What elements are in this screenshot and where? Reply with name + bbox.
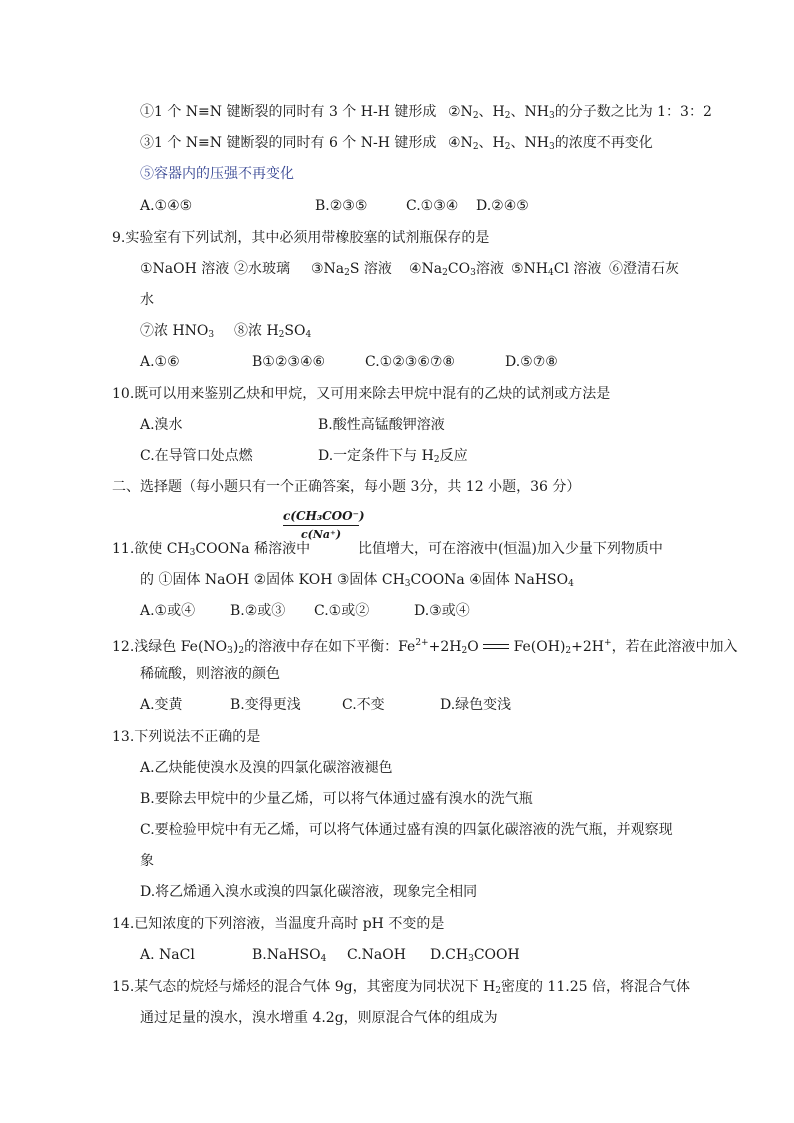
q9-option-c: C.①②③⑥⑦⑧ — [365, 354, 455, 370]
q12-option-c: C.不变 — [342, 697, 385, 713]
equilibrium-arrow-icon — [483, 642, 509, 652]
q9-item-8: ⑧浓 $H_2SO_4$ — [234, 323, 312, 340]
q11-option-a: A.①或④ — [140, 603, 196, 619]
q12-stem-cont: 稀硫酸，则溶液的颜色 — [140, 666, 280, 682]
q9-item-7: ⑦浓 $HNO_3$ — [140, 323, 215, 340]
section-heading: 二、选择题（每小题只有一个正确答案，每小题 3分，共 12 小题，36 分） — [112, 479, 581, 495]
q8-option-a: A.①④⑤ — [140, 198, 193, 214]
q9-option-d: D.⑤⑦⑧ — [505, 354, 558, 370]
q8-statement-4: $④N_2$、$H_2$、$NH_3$的浓度不再变化 — [448, 135, 653, 152]
q11-fraction-numerator: c(CH₃COO⁻) — [283, 509, 365, 523]
q8-statement-1: ①1 个 N≡N 键断裂的同时有 3 个 H-H 键形成 — [140, 104, 437, 120]
q8-option-b: B.②③⑤ — [315, 198, 368, 214]
q10-option-c: C.在导管口处点燃 — [140, 448, 253, 464]
q13-option-c: C.要检验甲烷中有无乙烯，可以将气体通过盛有溴的四氯化碳溶液的洗气瓶，并观察现 — [140, 822, 673, 838]
q14-option-d: $D.CH_3COOH$ — [430, 947, 520, 964]
q8-statement-2: $②N_2$、$H_2$、$NH_3$的分子数之比为 1：3：2 — [448, 104, 712, 121]
q11-items: 的 ①固体 NaOH ②固体 KOH ③固体 $CH_3COONa$ ④固体 NaHSO$_4$ — [140, 572, 574, 589]
q11-fraction-denominator: c(Na⁺) — [300, 528, 342, 541]
q12-option-d: D.绿色变浅 — [440, 697, 512, 713]
q8-option-c: C.①③④ — [406, 198, 459, 214]
q11-ratio-fraction — [283, 508, 365, 543]
q9-item-6: ⑥澄清石灰 — [609, 261, 679, 277]
q11-option-b: B.②或③ — [230, 603, 286, 619]
q9-item-2: ②水玻璃 — [234, 261, 290, 277]
q13-option-c-cont: 象 — [140, 853, 154, 869]
q13-option-b: B.要除去甲烷中的少量乙烯，可以将气体通过盛有溴水的洗气瓶 — [140, 791, 533, 807]
q12-option-a: A.变黄 — [140, 697, 183, 713]
q9-item-6-cont: 水 — [140, 292, 154, 308]
q14-stem: 14.已知浓度的下列溶液，当温度升高时 pH 不变的是 — [112, 916, 445, 932]
q12-option-b: B.变得更浅 — [230, 697, 301, 713]
q11-stem-left: 11.欲使 $CH_3COONa$ 稀溶液中 — [112, 541, 311, 558]
q9-option-b: B①②③④⑥ — [252, 354, 326, 370]
q11-option-c: C.①或② — [314, 603, 370, 619]
q11-fraction-bar — [283, 525, 359, 526]
q10-option-d: D.一定条件下与 $H_2$反应 — [318, 448, 468, 465]
q13-option-a: A.乙炔能使溴水及溴的四氯化碳溶液褪色 — [140, 760, 393, 776]
q14-option-c: C.NaOH — [347, 947, 406, 963]
q14-option-a: A. NaCl — [140, 947, 195, 963]
q9-item-3: $③Na_2S$ 溶液 — [311, 261, 392, 278]
q8-statement-5: ⑤容器内的压强不再变化 — [140, 166, 294, 182]
q12-stem: 12.浅绿色 $Fe(NO_3)_2$的溶液中存在如下平衡：$Fe^{2+}+2H_2O$ $Fe(OH)_2+2H^+$，若在此溶液中加入 — [112, 638, 738, 656]
q9-item-1: ①NaOH 溶液 — [140, 261, 230, 277]
q11-option-d: D.③或④ — [414, 603, 470, 619]
q10-option-b: B.酸性高锰酸钾溶液 — [318, 417, 445, 433]
q11-stem-right: 比值增大，可在溶液中(恒温)加入少量下列物质中 — [358, 541, 663, 557]
q8-statement-3: ③1 个 N≡N 键断裂的同时有 6 个 N-H 键形成 — [140, 135, 437, 151]
q15-stem: 15.某气态的烷烃与烯烃的混合气体 9g，其密度为同状况下 $H_2$密度的 11.25 倍，将混合气体 — [112, 979, 690, 996]
q9-stem: 9.实验室有下列试剂，其中必须用带橡胶塞的试剂瓶保存的是 — [112, 230, 490, 246]
q9-option-a: A.①⑥ — [140, 354, 180, 370]
q8-option-d: D.②④⑤ — [476, 198, 529, 214]
q9-item-5: $⑤NH_4Cl$ 溶液 — [511, 261, 602, 278]
q10-option-a: A.溴水 — [140, 417, 183, 433]
q13-option-d: D.将乙烯通入溴水或溴的四氯化碳溶液，现象完全相同 — [140, 884, 478, 900]
q15-stem-cont: 通过足量的溴水，溴水增重 4.2g，则原混合气体的组成为 — [140, 1010, 498, 1026]
q13-stem: 13.下列说法不正确的是 — [112, 729, 261, 745]
q10-stem: 10.既可以用来鉴别乙炔和甲烷，又可用来除去甲烷中混有的乙炔的试剂或方法是 — [112, 386, 611, 402]
q9-item-4: $④Na_2CO_3$溶液 — [409, 261, 504, 278]
q14-option-b: B.NaHSO$_4$ — [252, 947, 327, 964]
